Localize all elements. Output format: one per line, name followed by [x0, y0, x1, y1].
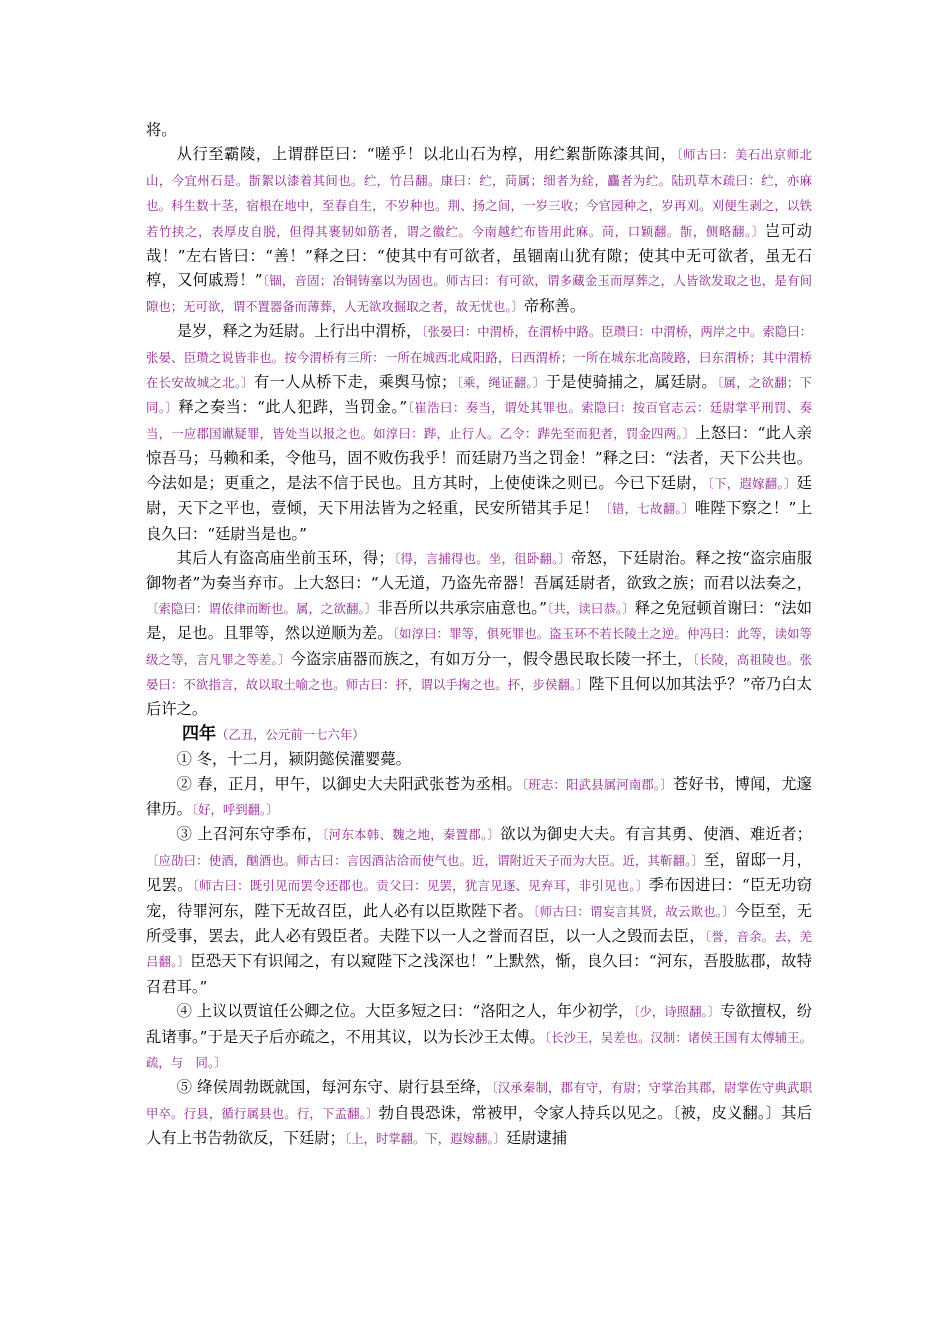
- body-text: 苍好书，博闻，尤邃律历。: [146, 774, 812, 818]
- paragraph: [146, 1075, 812, 1151]
- body-text: 从行至霸陵，上谓群臣曰：“嗟乎！以北山石为椁，用纻絮斮陈漆其间，: [176, 145, 677, 164]
- text-section-1: [146, 118, 812, 722]
- annotation-text: 〔班志：阳武县属河南郡。〕: [521, 776, 673, 792]
- annotation-text: 〔河东本韩、魏之地，秦置郡。〕: [322, 827, 501, 843]
- body-text: 释之免冠顿首谢曰：“法如是，足也。且罪等，然以逆顺为差。: [146, 598, 812, 643]
- annotation-text: 〔锢，音固；冶铜铸塞以为固也。师古曰：有可欲，谓多藏金玉而厚葬之，人皆欲发取之也，是有间隙也；无可欲，谓不置器备而薄葬，人无欲攻掘取之者，故无忧也。〕: [146, 273, 812, 314]
- body-text: 廷尉逮捕: [505, 1129, 568, 1148]
- body-text: 季布因进曰：“臣无功窃宠，待罪河东，陛下无故召臣，此人必有以臣欺陛下者。: [146, 876, 812, 920]
- annotation-text: 〔师古曰：既引见而罢令还郡也。贡父曰：见罢，犹言见逐、见弃耳，非引见也。〕: [192, 878, 649, 894]
- annotation-text: 〔长陵，高祖陵也。张晏曰：不欲指言，故以取土喻之也。师古曰：抔，谓以手掬之也。抔，步侯翻。〕: [146, 651, 812, 692]
- body-text: 臣恐天下有识闻之，有以窥陛下之浅深也！”上默然，惭，良久曰：“河东，吾股肱郡，故特召君耳。”: [146, 952, 812, 996]
- paragraph: [146, 747, 812, 771]
- annotation-text: 〔好，呼到翻。〕: [191, 801, 279, 817]
- body-text: ② 春，正月，甲午，以御史大夫阳武张苍为丞相。: [176, 774, 522, 793]
- body-text: 有一人从桥下走，乘舆马惊；: [253, 373, 457, 392]
- body-text: 于是使骑捕之，属廷尉。: [545, 373, 718, 392]
- body-text: 唯陛下察之！”上良久曰：“廷尉当是也。”: [146, 499, 812, 543]
- annotation-text: 〔应劭曰：使酒，酗酒也。师古曰：言因酒沾洽而使气也。近，谓附近天子而为大臣。近，其靳翻。〕: [146, 852, 705, 868]
- text-section-2: [146, 747, 812, 1152]
- paragraph: [146, 118, 812, 142]
- annotation-text: 〔乘，绳证翻。〕: [456, 375, 546, 391]
- body-text: 廷尉，天下之平也，壹倾，天下用法皆为之轻重，民安所错其手足！: [146, 473, 812, 518]
- body-text: 欲以为御史大夫。有言其勇、使酒、难近者；: [500, 825, 812, 844]
- body-text: 帝称善。: [523, 296, 586, 315]
- annotation-text: 〔得，言捕得也。坐，徂卧翻。〕: [393, 550, 572, 566]
- body-text: 今臣至，无所受事，罢去，此人必有毁臣者。夫陛下以一人之誉而召臣，以一人之毁而去臣，: [146, 901, 812, 945]
- body-text: ⑤ 绛侯周勃既就国，每河东守、尉行县至绛，: [176, 1078, 492, 1097]
- body-text: 其后人有盗高庙坐前玉环，得；: [176, 548, 394, 567]
- body-text: 非吾所以共承宗庙意也。”: [377, 598, 547, 617]
- paragraph: [146, 319, 812, 546]
- annotation-text: 〔张晏曰：中渭桥，在渭桥中路。臣瓒曰：中渭桥，两岸之中。索隐曰：张晏、臣瓒之说皆非也。按今渭桥有三所：一所在城西北咸阳路，曰西渭桥；一所在城东北高陵路，曰东渭桥；其中渭桥在长安故城之北。〕: [146, 324, 812, 391]
- body-text: 帝怒，下廷尉治。释之按“盗宗庙服御物者”为奏当弃市。上大怒曰：“人无道，乃盗先帝器！吾属廷尉者，欲致之族；而君以法奏之，: [146, 548, 812, 593]
- body-text: ① 冬，十二月，颍阴懿侯灌婴薨。: [176, 750, 411, 769]
- annotation-text: 〔索隐曰：谓依律而断也。属，之欲翻。〕: [146, 600, 378, 616]
- annotation-text: 〔师古曰：美石出京师北山，今宜州石是。斮絮以漆着其间也。纻，竹吕翻。康曰：纻，苘属；细者为絟，麤者为纻。陆玑草木疏曰：纻，亦麻也。科生数十茎，宿根在地中，至春自生，不岁种也。荆、扬之间，一岁三收；今官园种之，岁再刈。刈便生剥之，以铁若竹挟之，表厚皮自脱，但得其裹韧如筋者，谓之徽纻。今南越纻布皆用此麻。苘，口颖翻。斮，侧略翻。〕: [146, 147, 812, 239]
- annotation-text: 〔汉承秦制，郡有守，有尉；守掌治其郡，尉掌佐守典武职甲卒。行县，循行属县也。行，下孟翻。〕: [146, 1080, 812, 1121]
- year-heading: [146, 722, 812, 747]
- annotation-text: 〔崔浩曰：奏当，谓处其罪也。索隐曰：按百官志云：廷尉掌平刑罚、奏当，一应郡国谳疑罪，皆处当以报之也。如淳曰：跸，止行人。乙令：跸先至而犯者，罚金四两。〕: [146, 400, 812, 441]
- body-text: 专欲擅权，纷乱诸事。”于是天子后亦疏之，不用其议，以为长沙王太傅。: [146, 1002, 812, 1046]
- body-text: 至，留邸一月，见罢。: [146, 850, 812, 895]
- annotation-text: 〔错，七故翻。〕: [599, 501, 695, 517]
- paragraph: [146, 772, 812, 823]
- body-text: ④ 上议以贾谊任公卿之位。大臣多短之曰：“洛阳之人，年少初学，: [176, 1002, 634, 1021]
- body-text: ③ 上召河东守季布，: [176, 825, 323, 844]
- annotation-text: 〔如淳曰：罪等，俱死罪也。盗玉环不若长陵土之逆。仲冯曰：此等，读如等级之等，言凡罪之等差。〕: [146, 626, 812, 667]
- annotation-text: 〔共，读曰恭。〕: [546, 600, 635, 616]
- annotation-text: 〔上，时掌翻。下，遐嫁翻。〕: [344, 1131, 506, 1147]
- annotation-text: 〔属，之欲翻；下同。〕: [146, 375, 812, 416]
- body-text: 是岁，释之为廷尉。上行出中渭桥，: [176, 322, 422, 341]
- body-text: 岂可动哉！”左右皆曰：“善！”释之曰：“使其中有可欲者，虽锢南山犹有隙；使其中无可欲者，虽无石椁，又何戚焉！”: [146, 221, 812, 290]
- paragraph: [146, 822, 812, 999]
- paragraph: [146, 999, 812, 1075]
- body-text: 勃自畏恐诛，常被甲，令家人持兵以见之。〔被，皮义翻。〕其后人有上书告勃欲反，下廷尉；: [146, 1103, 812, 1148]
- year-heading-label: 四年: [182, 723, 216, 744]
- annotation-text: 〔下，遐嫁翻。〕: [707, 475, 797, 491]
- body-text: 将。: [146, 121, 177, 139]
- body-text: 陛下且何以加其法乎？”帝乃白太后许之。: [146, 674, 812, 719]
- body-text: 上怒曰：“此人亲惊吾马；马赖和柔，令他马，固不败伤我乎！而廷尉乃当之罚金！”释之曰：“法者，天下公共也。今法如是；更重之，是法不信于民也。且方其时，上使使诛之则已。今已下廷尉，: [146, 423, 812, 492]
- annotation-text: 〔长沙王，吴差也。汉制：诸侯王国有太傅辅王。疏，与 同。〕: [146, 1029, 812, 1071]
- document-page: [146, 118, 812, 1152]
- paragraph: [146, 546, 812, 722]
- body-text: 今盗宗庙器而族之，有如万分一，假令愚民取长陵一抔土，: [290, 649, 693, 668]
- year-heading-note: （乙丑，公元前一七六年）: [216, 726, 365, 742]
- annotation-text: 〔师古曰：谓妄言其贤，故云欺也。〕: [533, 903, 735, 919]
- annotation-text: 〔少，诗照翻。〕: [633, 1004, 721, 1020]
- paragraph: [146, 142, 812, 319]
- annotation-text: 〔誉，音余。去，羌吕翻。〕: [146, 929, 812, 970]
- body-text: 释之奏当：“此人犯跸，当罚金。”: [178, 398, 408, 417]
